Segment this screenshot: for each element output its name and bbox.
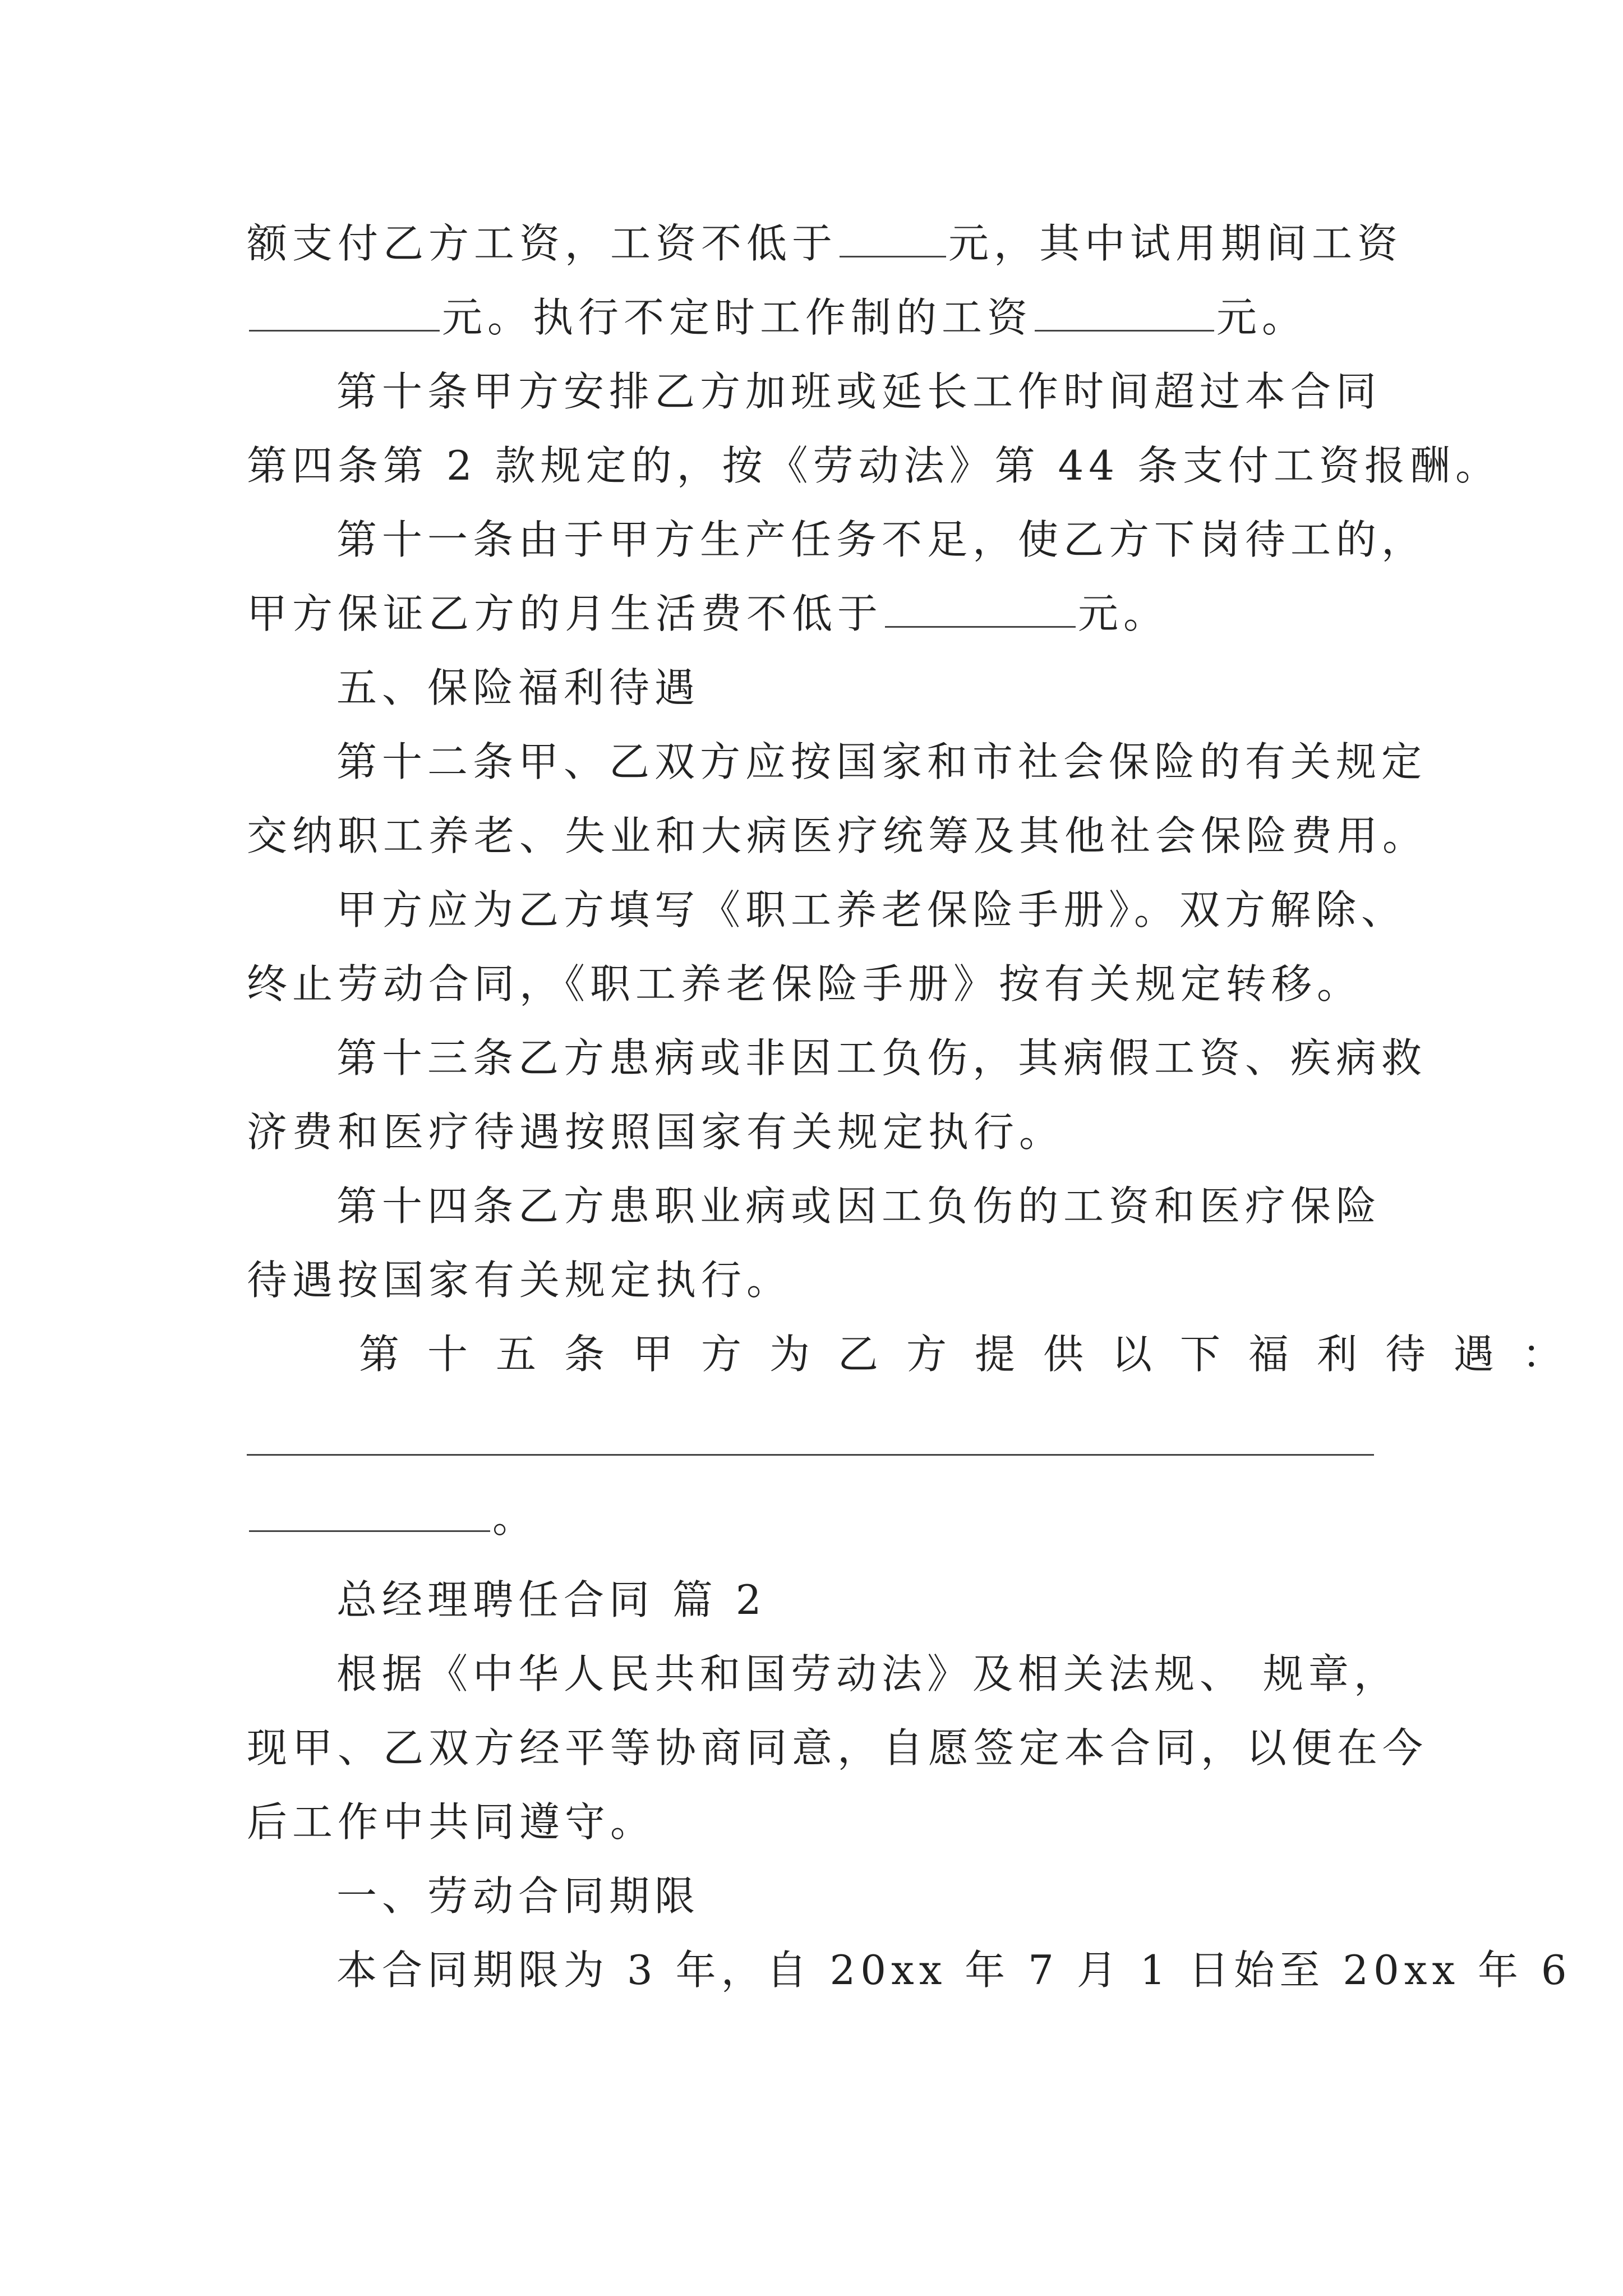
text-segment: 元。执行不定时工作制的工资 [442,294,1033,341]
text-line-4: 第四条第 2 款规定的，按《劳动法》第 44 条支付工资报酬。 [247,442,1501,489]
text-line-13: 济费和医疗待遇按照国家有关规定执行。 [247,1108,1065,1156]
text-line-10: 甲方应为乙方填写《职工养老保险手册》。双方解除、 [336,886,1407,933]
text-line-5: 第十一条由于甲方生产任务不足，使乙方下岗待工的， [336,516,1427,563]
fill-blank-long [247,1454,1374,1456]
text-segment: 元，其中试用期间工资 [948,220,1403,267]
text-line-15: 待遇按国家有关规定执行。 [247,1257,792,1304]
text-line-9: 交纳职工养老、失业和大病医疗统筹及其他社会保险费用。 [247,812,1428,859]
section-heading: 一、劳动合同期限 [336,1872,700,1920]
fill-blank [249,296,440,332]
text-line-12: 第十三条乙方患病或非因工负伤，其病假工资、疾病救 [336,1034,1427,1082]
text-line-21: 后工作中共同遵守。 [247,1798,656,1846]
text-segment: 元。 [1078,590,1169,637]
text-line-19: 根据《中华人民共和国劳动法》及相关法规、 规章， [336,1650,1399,1697]
text-segment: 。 [492,1494,538,1542]
fill-blank [1035,296,1214,332]
text-line-20: 现甲、乙双方经平等协商同意，自愿签定本合同，以便在今 [247,1724,1428,1772]
text-line-8: 第十二条甲、乙双方应按国家和市社会保险的有关规定 [336,738,1427,785]
text-line-2 [247,292,1307,343]
text-line-16: 第十五条甲方为乙方提供以下福利待遇： [359,1331,1591,1378]
text-line-6 [247,588,1169,639]
fill-blank [840,222,946,257]
text-line-17 [247,1492,538,1544]
fill-blank [885,592,1076,628]
text-line-3: 第十条甲方安排乙方加班或延长工作时间超过本合同 [336,368,1382,415]
text-line-11: 终止劳动合同，《职工养老保险手册》按有关规定转移。 [247,960,1363,1007]
fill-blank [249,1497,490,1532]
section-heading: 五、保险福利待遇 [336,664,700,711]
text-segment: 额支付乙方工资，工资不低于 [247,220,838,267]
text-line-1 [247,218,1403,269]
text-segment: 甲方保证乙方的月生活费不低于 [247,590,883,637]
text-line-23: 本合同期限为 3 年，自 20xx 年 7 月 1 日始至 20xx 年 6 [336,1947,1572,1994]
text-segment: 元。 [1216,294,1308,341]
section-title: 总经理聘任合同 篇 2 [336,1576,767,1623]
text-line-14: 第十四条乙方患职业病或因工负伤的工资和医疗保险 [336,1182,1382,1230]
